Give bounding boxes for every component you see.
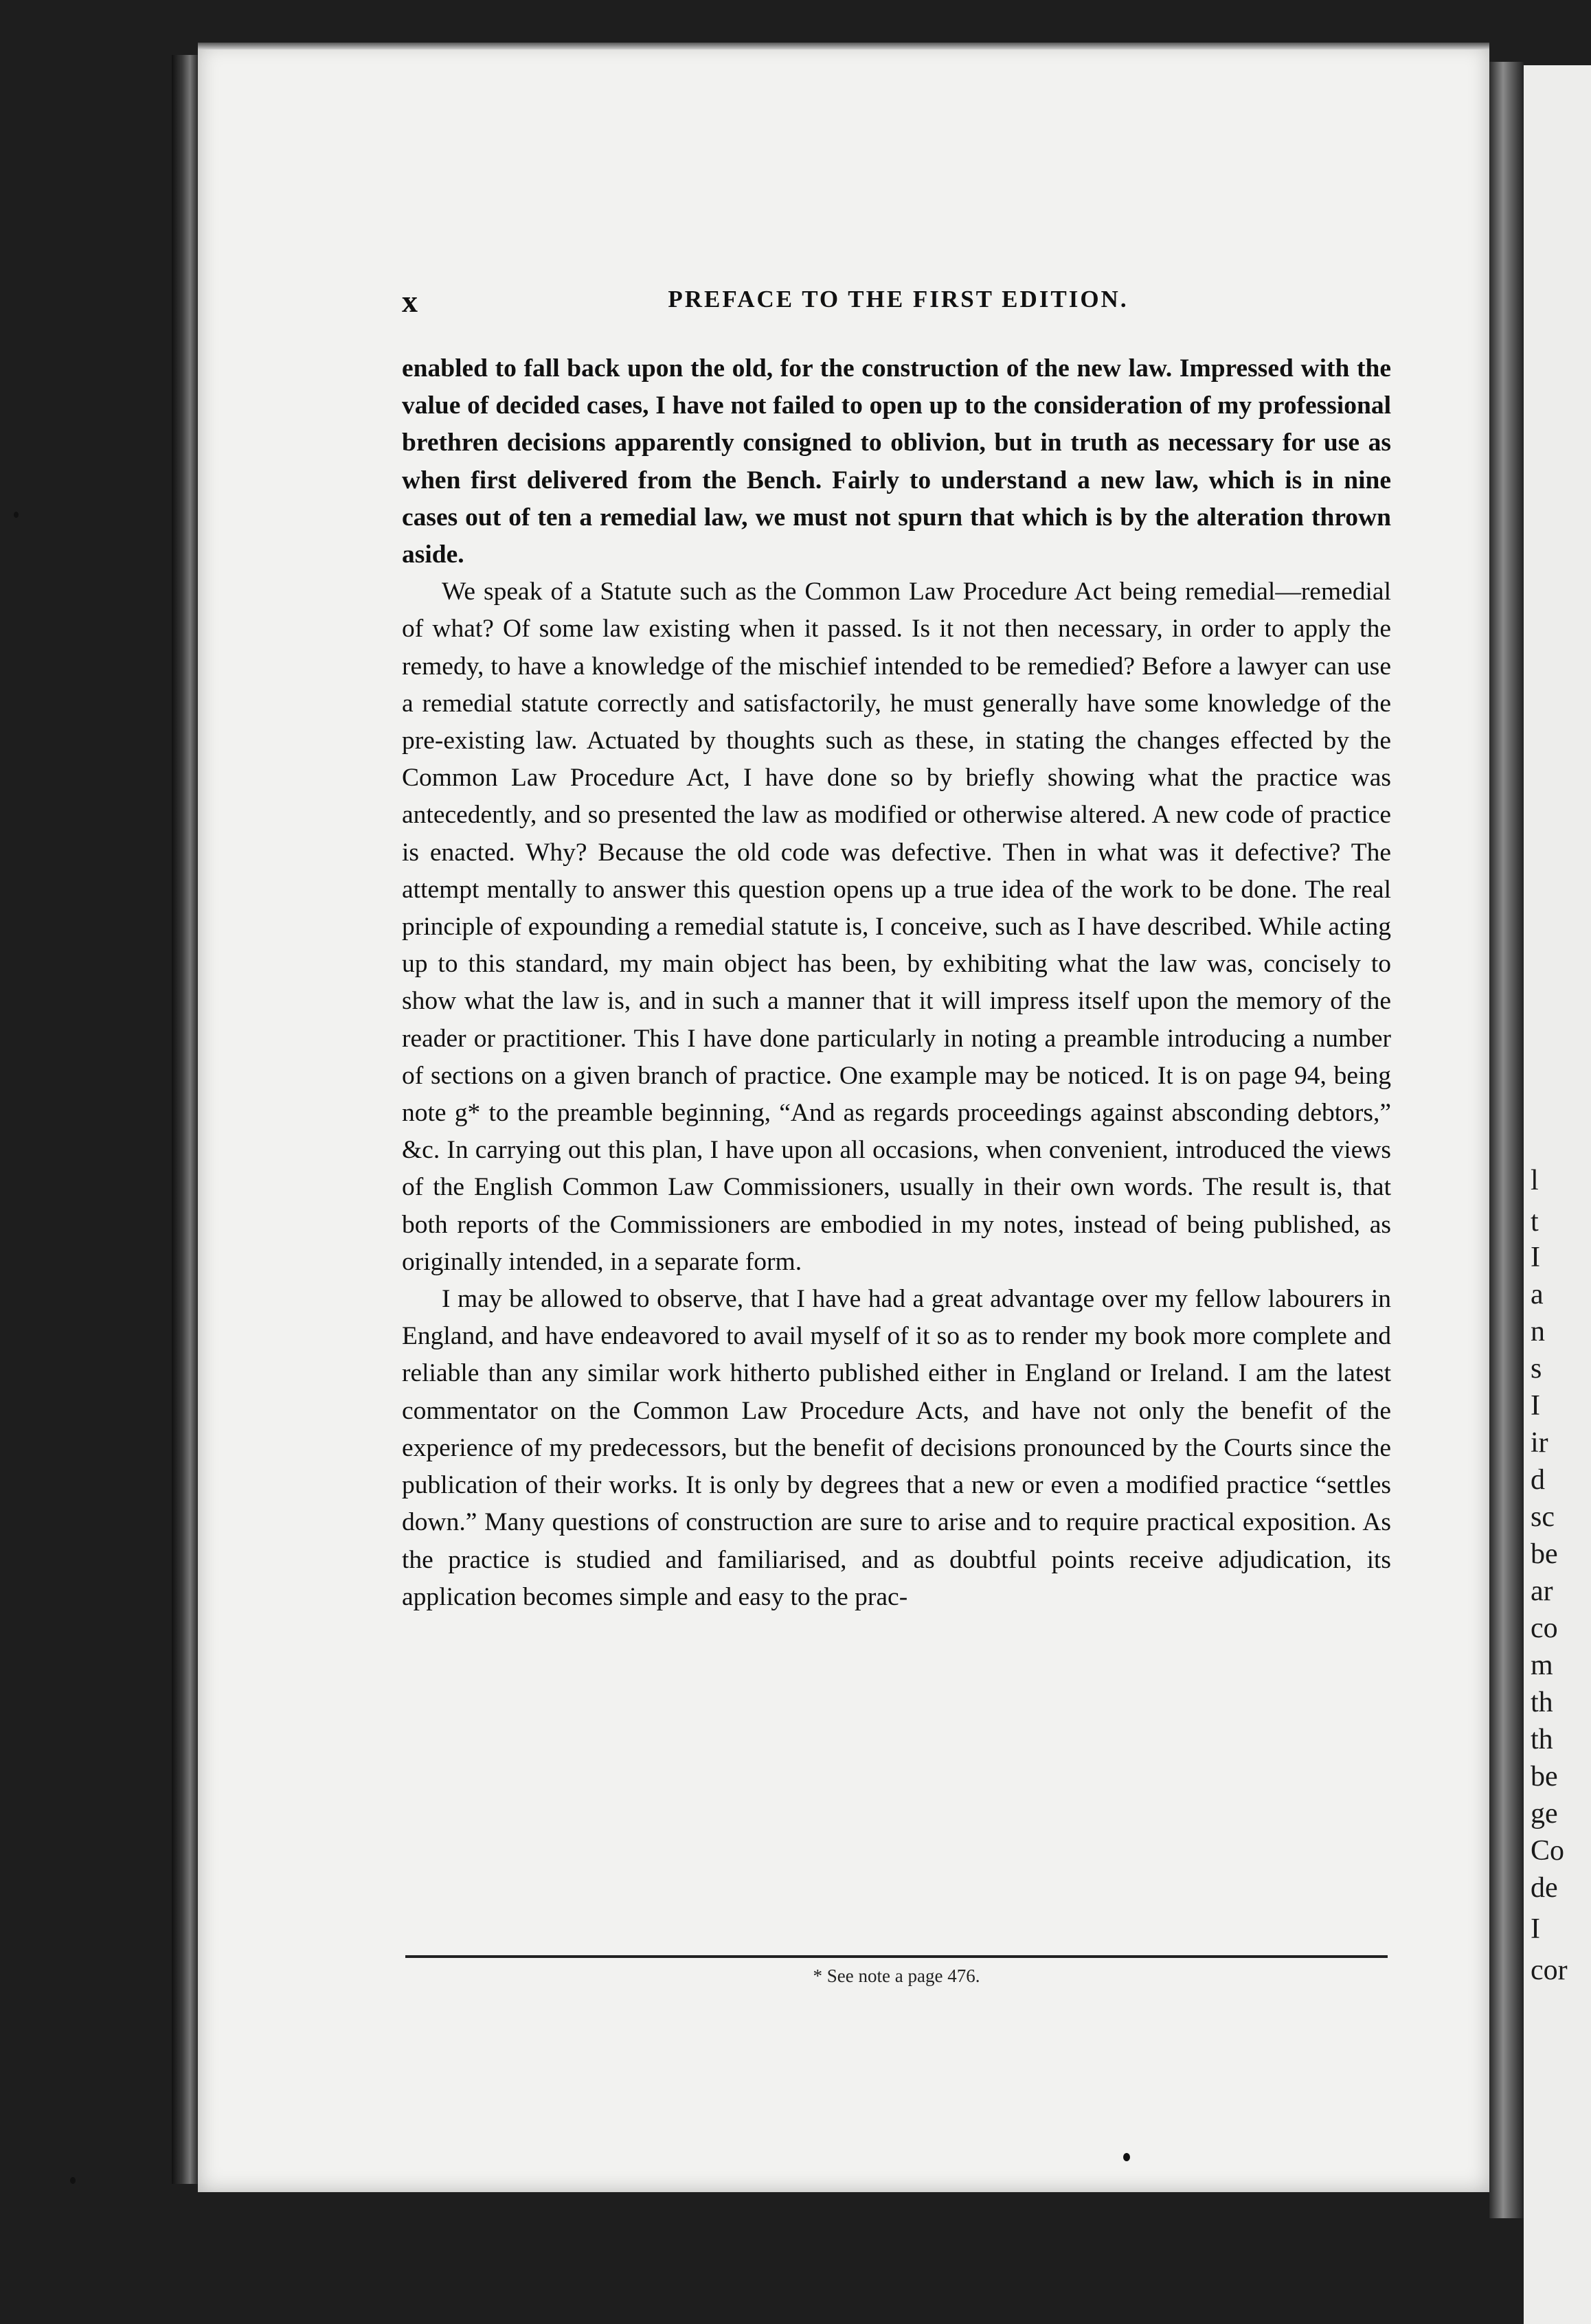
adjacent-fragment: l xyxy=(1531,1165,1539,1196)
adjacent-fragment: be xyxy=(1531,1761,1558,1792)
adjacent-fragment: ge xyxy=(1531,1798,1558,1830)
adjacent-fragment: I xyxy=(1531,1390,1540,1422)
page-header xyxy=(402,283,1395,324)
adjacent-fragment: th xyxy=(1531,1687,1553,1718)
paragraph: I may be allowed to observe, that I have had a great advantage over my fellow labourers in England, and have endeavored to avail myself of it so as to render my book more complete and reliable than any similar work hitherto published either in England or Ireland. I am the latest commentator on the Common Law Procedure Acts, and have not only the benefit of the experience of my predecessors, but the benefit of decisions pronounced by the Courts since the publication of their works. It is only by degrees that a new or even a modified practice “settles down.” Many questions of construction are sure to arise and to require practical exposition. As the practice is studied and familiarised, and as doubtful points receive adjudication, its application becomes simple and easy to the prac- xyxy=(402,1285,1391,1611)
ink-speck xyxy=(1123,2153,1130,2161)
adjacent-fragment: co xyxy=(1531,1613,1558,1644)
ink-speck xyxy=(14,512,19,518)
adjacent-fragment: ar xyxy=(1531,1575,1553,1607)
paragraph: enabled to fall back upon the old, for the construction of the new law. Impressed with the value of decided cases, I have not failed to open up to the consideration of my professional brethren decisions apparently consigned to oblivion, but in truth as necessary for use as when first delivered from the Bench. Fairly to understand a new law, which is in nine cases out of ten a remedial law, we must not spurn that which is by the alteration thrown aside. xyxy=(402,354,1391,569)
adjacent-fragment: n xyxy=(1531,1316,1545,1347)
footnote: * See note a page 476. xyxy=(813,1966,980,1986)
adjacent-fragment: de xyxy=(1531,1872,1558,1904)
paragraph: We speak of a Statute such as the Common Law Procedure Act being remedial—remedial of what? Of some law existing when it passed. Is it not then necessary, in order to apply the remedy, to have a knowledge of the mischief intended to be remedied? Before a lawyer can use a remedial statute correctly and satisfactorily, he must generally have some knowledge of the pre-existing law. Actuated by thoughts such as these, in stating the changes effected by the Common Law Procedure Act, I have done so by briefly showing what the practice was antecedently, and so presented the law as modified or otherwise altered. A new code of practice is enacted. Why? Because the old code was defective. Then in what was it defective? The attempt mentally to answer this question opens up a true idea of the work to be done. The real principle of expounding a remedial statute is, I conceive, such as I have described. While acting up to this standard, my main object has been, by exhibiting what the law was, concisely to show what the law is, and in such a manner that it will impress itself upon the memory of the reader or practitioner. This I have done particularly in noting a preamble introducing a number of sections on a given branch of practice. One example may be noticed. It is on page 94, being note g* to the preamble beginning, “And as regards proceedings against absconding debtors,” &c. In carrying out this plan, I have upon all occasions, when convenient, introduced the views of the English Common Law Commissioners, usually in their own words. The result is, that both reports of the Commissioners are embodied in my notes, instead of being published, as originally intended, in a separate form. xyxy=(402,578,1391,1276)
page-gutter xyxy=(1489,62,1524,2218)
adjacent-fragment: m xyxy=(1531,1650,1553,1681)
adjacent-fragment: I xyxy=(1531,1913,1540,1945)
footnote-rule xyxy=(405,1955,1388,1958)
adjacent-fragment: s xyxy=(1531,1353,1542,1385)
adjacent-fragment: Co xyxy=(1531,1835,1565,1867)
adjacent-fragment: I xyxy=(1531,1242,1540,1273)
adjacent-fragment: t xyxy=(1531,1206,1539,1238)
book-binding xyxy=(172,55,198,2184)
running-title: PREFACE TO THE FIRST EDITION. xyxy=(668,286,1129,312)
adjacent-fragment: d xyxy=(1531,1464,1545,1496)
adjacent-fragment: a xyxy=(1531,1279,1544,1310)
adjacent-fragment: sc xyxy=(1531,1501,1555,1533)
adjacent-fragment: th xyxy=(1531,1724,1553,1755)
adjacent-fragment: cor xyxy=(1531,1955,1568,1986)
body-text xyxy=(402,350,1391,1616)
adjacent-page xyxy=(1524,65,1591,2324)
page-top-edge xyxy=(198,43,1489,49)
adjacent-fragment: ir xyxy=(1531,1427,1548,1459)
ink-speck xyxy=(70,2177,76,2184)
adjacent-fragment: be xyxy=(1531,1538,1558,1570)
page-number: x xyxy=(402,284,418,319)
